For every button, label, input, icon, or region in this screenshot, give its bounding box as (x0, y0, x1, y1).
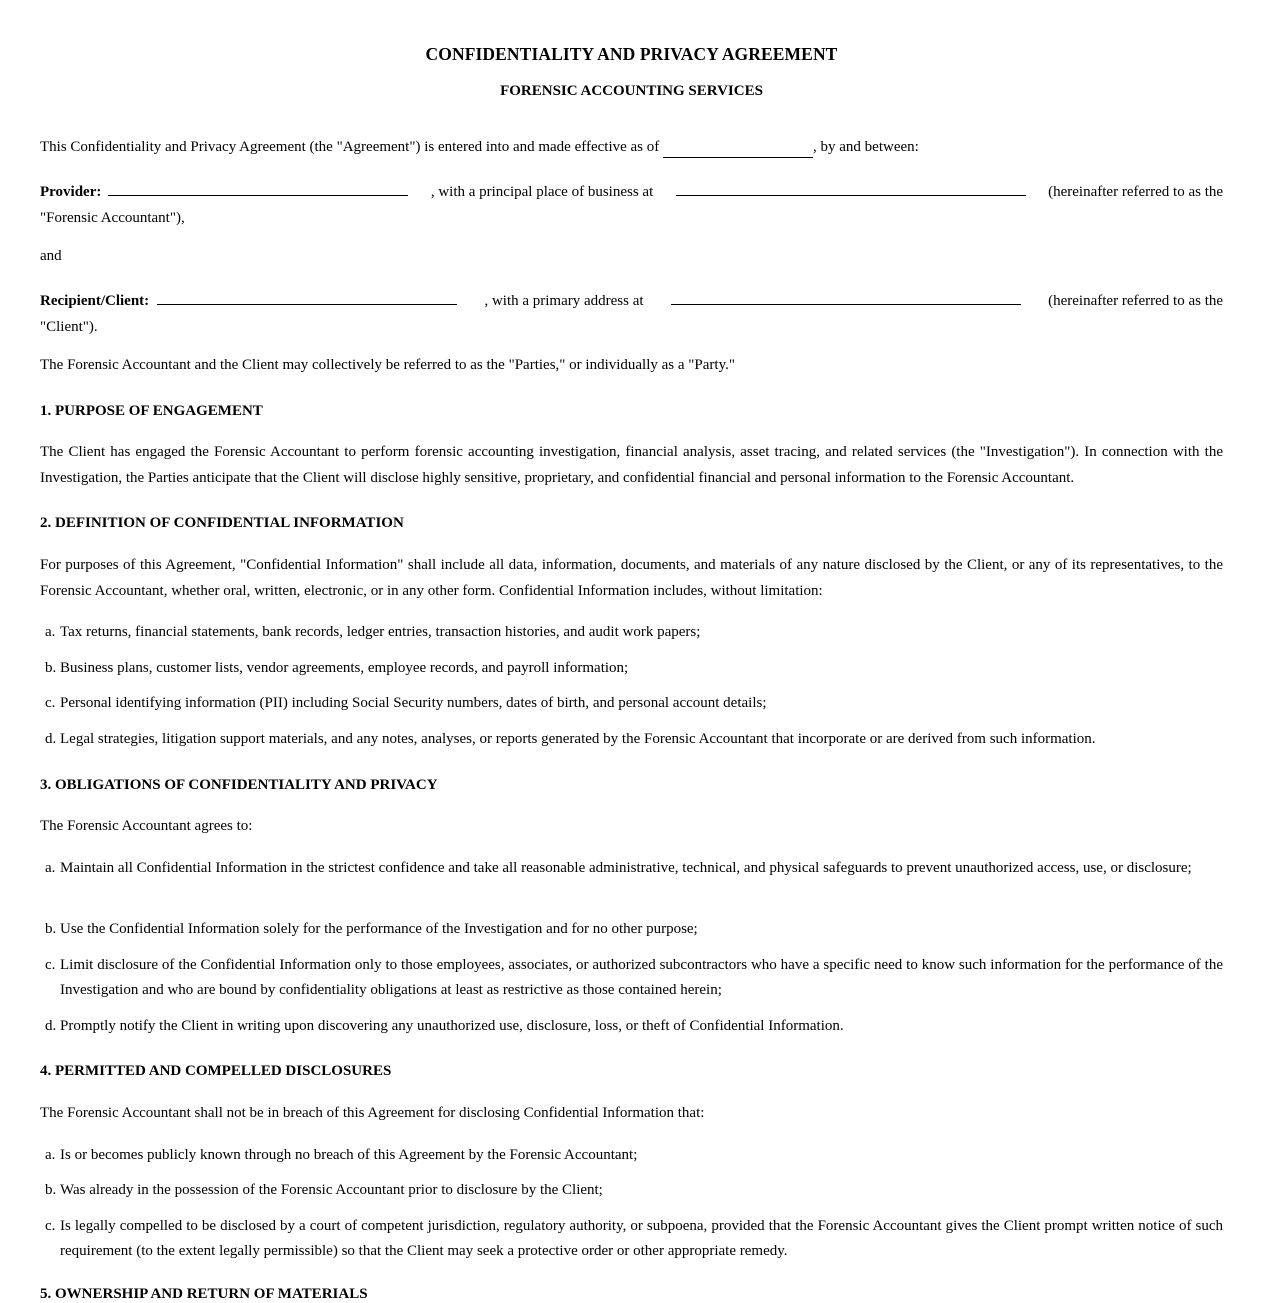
list-marker: b. (45, 660, 57, 676)
client-address-field[interactable] (671, 286, 1021, 305)
list-item (40, 1214, 1223, 1264)
list-item-text: Is or becomes publicly known through no breach of this Agreement by the Forensic Accountant; (60, 1147, 638, 1163)
list-item (40, 691, 1223, 716)
list-item (40, 620, 1223, 645)
provider-label: Provider: (40, 184, 102, 200)
list-item (40, 656, 1223, 681)
client-address-label: , with a primary address at (484, 293, 644, 309)
list-marker: c. (45, 695, 56, 711)
provider-hereinafter: (hereinafter referred to as the (1048, 184, 1224, 200)
client-label: Recipient/Client: (40, 293, 150, 309)
provider-line2: "Forensic Accountant"), (40, 209, 185, 226)
section-2-heading: 2. DEFINITION OF CONFIDENTIAL INFORMATION (40, 515, 404, 531)
provider-paragraph (40, 177, 1223, 231)
client-hereinafter: (hereinafter referred to as the (1048, 293, 1224, 309)
list-item-text: Personal identifying information (PII) including Social Security numbers, dates of birth, and personal account details; (60, 695, 767, 711)
document-subtitle: FORENSIC ACCOUNTING SERVICES (500, 83, 763, 99)
section-1-body: The Client has engaged the Forensic Accountant to perform forensic accounting investigation, financial analysis, asset tracing, and related services (the "Investigation"). In connection with the Investigation, the Parties anticipate that the Client will disclose highly sensitive, proprietary, and confidential financial and personal information to the Forensic Accountant. (40, 444, 1223, 486)
list-marker: a. (45, 624, 56, 640)
client-line2: "Client"). (40, 318, 98, 335)
list-item (40, 727, 1223, 752)
parties-paragraph: The Forensic Accountant and the Client may collectively be referred to as the "Parties," or individually as a "Party." (40, 357, 735, 373)
list-item (40, 917, 1223, 942)
document-title: CONFIDENTIALITY AND PRIVACY AGREEMENT (425, 44, 838, 64)
section-2-body: For purposes of this Agreement, "Confidential Information" shall include all data, information, documents, and materials of any nature disclosed by the Client, or any of its representatives, to the Forensic Accountant, whether oral, written, electronic, or in any other form. Confidential Information includes, without limitation: (40, 557, 1223, 599)
list-marker: c. (45, 1218, 56, 1234)
list-item-text: Business plans, customer lists, vendor agreements, employee records, and payroll information; (60, 660, 629, 676)
provider-address-label: , with a principal place of business at (430, 184, 654, 200)
list-marker: c. (45, 957, 56, 973)
client-name-field[interactable] (157, 286, 457, 305)
section-1-heading: 1. PURPOSE OF ENGAGEMENT (40, 403, 263, 419)
intro-text-end: , by and between: (813, 139, 919, 155)
section-3-body: The Forensic Accountant agrees to: (40, 818, 253, 834)
intro-paragraph (40, 135, 1223, 161)
client-paragraph (40, 286, 1223, 340)
section-4-body: The Forensic Accountant shall not be in breach of this Agreement for disclosing Confidential Information that: (40, 1105, 705, 1121)
list-item (40, 1014, 1223, 1039)
effective-date-field[interactable] (663, 139, 813, 158)
list-item (40, 1178, 1223, 1203)
and-text: and (40, 248, 62, 264)
section-5-heading: 5. OWNERSHIP AND RETURN OF MATERIALS (40, 1286, 368, 1302)
list-item-text: Legal strategies, litigation support materials, and any notes, analyses, or reports generated by the Forensic Accountant that incorporate or are derived from such information. (60, 731, 1096, 747)
list-item-text: Maintain all Confidential Information in the strictest confidence and take all reasonable administrative, technical, and physical safeguards to prevent unauthorized access, use, or disclosure; (60, 860, 1192, 876)
list-item-text: Tax returns, financial statements, bank records, ledger entries, transaction histories, and audit work papers; (60, 624, 701, 640)
provider-name-field[interactable] (108, 177, 408, 196)
section-3-heading: 3. OBLIGATIONS OF CONFIDENTIALITY AND PRIVACY (40, 777, 438, 793)
list-item-text: Promptly notify the Client in writing upon discovering any unauthorized use, disclosure, loss, or theft of Confidential Information. (60, 1018, 844, 1034)
list-item (40, 856, 1223, 881)
provider-address-field[interactable] (676, 177, 1026, 196)
list-item-text: Limit disclosure of the Confidential Information only to those employees, associates, or authorized subcontractors who have a specific need to know such information for the performance of the Investigation and who are bound by confidentiality obligations at least as restrictive as those contained herein; (60, 957, 1223, 998)
list-item (40, 1143, 1223, 1168)
list-item-text: Is legally compelled to be disclosed by a court of competent jurisdiction, regulatory authority, or subpoena, provided that the Forensic Accountant gives the Client prompt written notice of such requirement (to the extent legally permissible) so that the Client may seek a protective order or other appropriate remedy. (60, 1218, 1223, 1259)
list-marker: d. (45, 731, 57, 747)
list-item-text: Was already in the possession of the Forensic Accountant prior to disclosure by the Client; (60, 1182, 603, 1198)
list-item-text: Use the Confidential Information solely for the performance of the Investigation and for no other purpose; (60, 921, 698, 937)
list-marker: b. (45, 1182, 57, 1198)
list-item (40, 953, 1223, 1003)
intro-text: This Confidentiality and Privacy Agreement (the "Agreement") is entered into and made effective as of (40, 139, 660, 155)
list-marker: a. (45, 1147, 56, 1163)
list-marker: b. (45, 921, 57, 937)
list-marker: d. (45, 1018, 57, 1034)
section-4-heading: 4. PERMITTED AND COMPELLED DISCLOSURES (40, 1063, 392, 1079)
list-marker: a. (45, 860, 56, 876)
